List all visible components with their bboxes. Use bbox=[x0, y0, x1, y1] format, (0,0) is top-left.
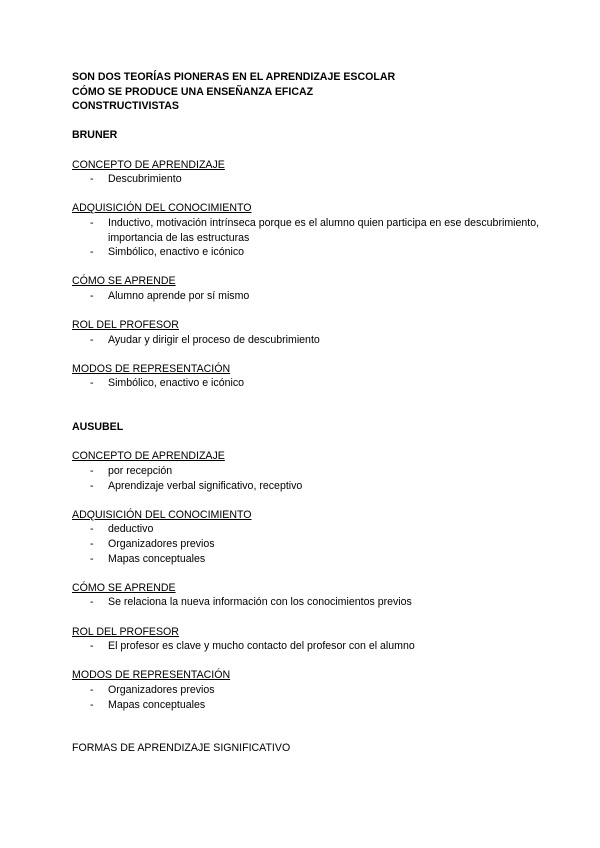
list-item: - Ayudar y dirigir el proceso de descubrimiento bbox=[90, 333, 320, 346]
intro-block bbox=[72, 70, 542, 114]
author-title: AUSUBEL bbox=[72, 421, 124, 434]
section bbox=[72, 362, 542, 391]
section-heading: MODOS DE REPRESENTACIÓN bbox=[72, 362, 231, 375]
section-heading: CONCEPTO DE APRENDIZAJE bbox=[72, 450, 225, 463]
bullet-dash: - bbox=[90, 479, 94, 492]
author-block-ausubel bbox=[72, 420, 542, 712]
section bbox=[72, 158, 542, 187]
section bbox=[72, 449, 542, 493]
bullet-dash: - bbox=[90, 289, 94, 302]
list-item: - Organizadores previos bbox=[90, 683, 215, 696]
bullet-dash: - bbox=[90, 552, 94, 565]
section bbox=[72, 201, 542, 259]
section-heading: ROL DEL PROFESOR bbox=[72, 625, 179, 638]
author-title: BRUNER bbox=[72, 129, 118, 142]
bullet-dash: - bbox=[90, 465, 94, 478]
intro-line: SON DOS TEORÍAS PIONERAS EN EL APRENDIZAJE ESCOLAR bbox=[72, 71, 396, 83]
bullet-dash: - bbox=[90, 640, 94, 653]
bullet-dash: - bbox=[90, 683, 94, 696]
bullet-dash: - bbox=[90, 698, 94, 711]
section bbox=[72, 581, 542, 610]
section bbox=[72, 508, 542, 566]
section-heading: CÓMO SE APRENDE bbox=[72, 581, 176, 594]
author-block-bruner bbox=[72, 128, 542, 391]
list-item: - El profesor es clave y mucho contacto del profesor con el alumno bbox=[90, 640, 415, 653]
bullet-dash: - bbox=[90, 173, 94, 186]
intro-line: CONSTRUCTIVISTAS bbox=[72, 100, 179, 113]
section-heading: CONCEPTO DE APRENDIZAJE bbox=[72, 158, 225, 171]
bullet-dash: - bbox=[90, 538, 94, 550]
bullet-dash: - bbox=[90, 377, 94, 390]
document-page bbox=[72, 70, 542, 756]
intro-line: CÓMO SE PRODUCE UNA ENSEÑANZA EFICAZ bbox=[72, 85, 314, 98]
section-heading: MODOS DE REPRESENTACIÓN bbox=[72, 669, 231, 682]
bullet-dash: - bbox=[90, 333, 94, 346]
list-item: - Simbólico, enactivo e icónico bbox=[90, 377, 245, 390]
final-heading: FORMAS DE APRENDIZAJE SIGNIFICATIVO bbox=[72, 742, 291, 755]
section bbox=[72, 668, 542, 712]
bullet-dash: - bbox=[90, 596, 94, 609]
bullet-dash: - bbox=[90, 523, 94, 536]
section-heading: ROL DEL PROFESOR bbox=[72, 319, 179, 332]
section bbox=[72, 625, 542, 654]
list-item: - Descubrimiento bbox=[90, 173, 182, 186]
list-item: - Mapas conceptuales bbox=[90, 698, 206, 711]
bullet-dash: - bbox=[90, 246, 94, 259]
list-item: - Organizadores previos bbox=[90, 538, 215, 550]
list-item: - Simbólico, enactivo e icónico bbox=[90, 246, 245, 259]
list-item: - Alumno aprende por sí mismo bbox=[90, 289, 250, 302]
list-item: - Se relaciona la nueva información con los conocimientos previos bbox=[90, 596, 412, 609]
section-heading: ADQUISICIÓN DEL CONOCIMIENTO bbox=[72, 202, 252, 215]
list-item: - Aprendizaje verbal significativo, receptivo bbox=[90, 479, 303, 492]
section-heading: CÓMO SE APRENDE bbox=[72, 275, 176, 288]
list-item: - Inductivo, motivación intrínseca porque es el alumno quien participa en ese descubrimiento, importancia de las estructuras bbox=[90, 216, 540, 244]
bullet-dash: - bbox=[90, 216, 94, 229]
section bbox=[72, 274, 542, 303]
list-item: - por recepción bbox=[90, 465, 173, 478]
section bbox=[72, 318, 542, 347]
section-heading: ADQUISICIÓN DEL CONOCIMIENTO bbox=[72, 508, 252, 521]
list-item: - deductivo bbox=[90, 523, 154, 536]
list-item: - Mapas conceptuales bbox=[90, 552, 206, 565]
